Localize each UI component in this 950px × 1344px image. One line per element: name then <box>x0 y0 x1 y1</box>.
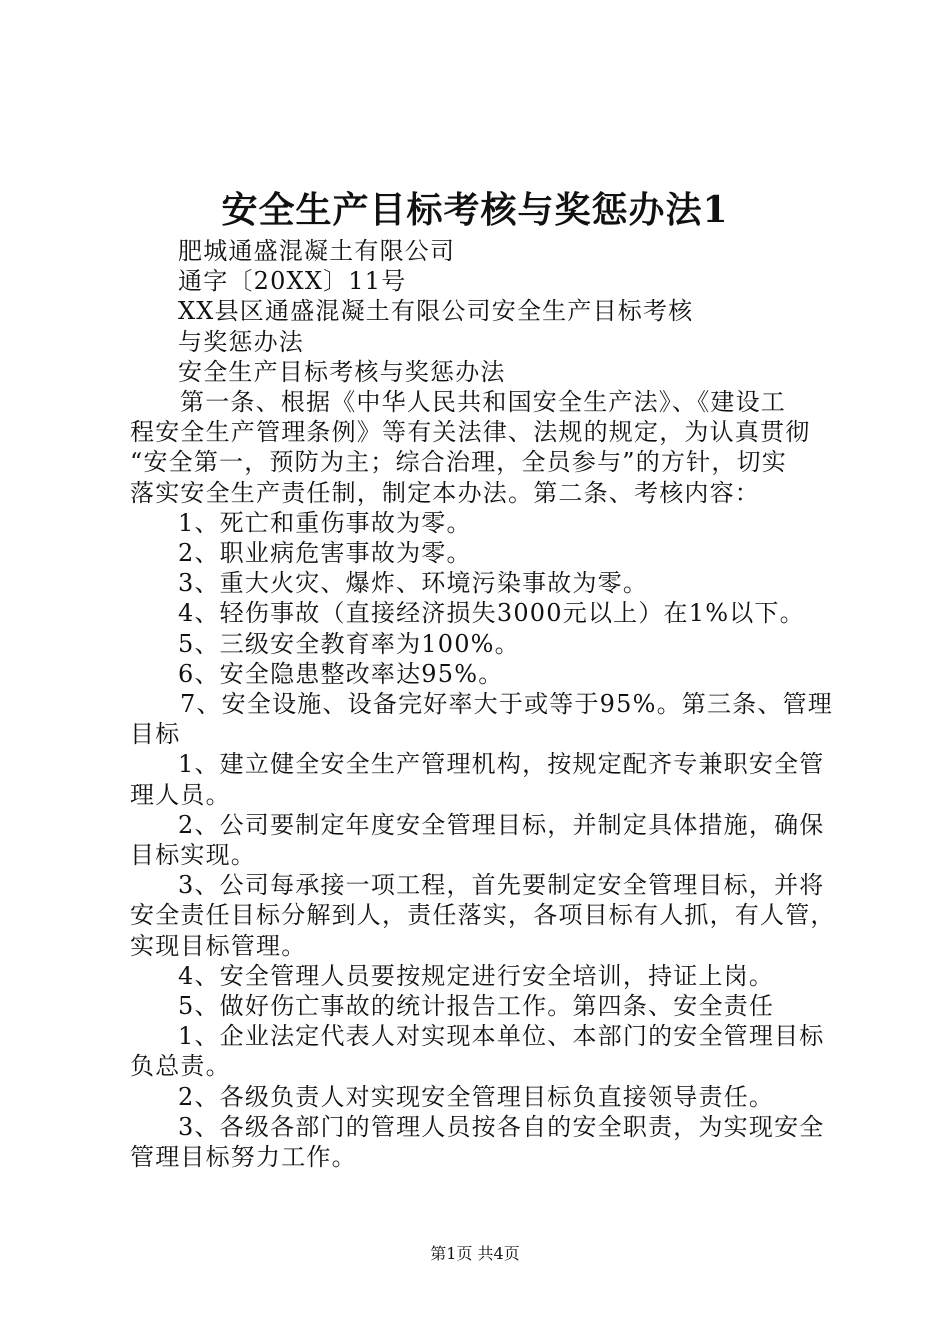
text-line: 通字〔20XX〕11号 <box>178 267 407 296</box>
text-line: 7、安全设施、设备完好率大于或等于95%。第三条、管理 <box>180 690 834 719</box>
text-line: 3、重大火灾、爆炸、环境污染事故为零。 <box>178 569 649 598</box>
text-line: 1、企业法定代表人对实现本单位、本部门的安全管理目标 <box>178 1022 825 1051</box>
text-line: 与奖惩办法 <box>178 327 304 356</box>
text-line: 目标实现。 <box>130 841 256 870</box>
text-line: 2、职业病危害事故为零。 <box>178 539 472 568</box>
text-line: 落实安全生产责任制，制定本办法。第二条、考核内容： <box>130 478 760 507</box>
text-line: 2、各级负责人对实现安全管理目标负直接领导责任。 <box>178 1082 775 1111</box>
text-line: 4、安全管理人员要按规定进行安全培训，持证上岗。 <box>178 961 775 990</box>
text-line: 5、做好伤亡事故的统计报告工作。第四条、安全责任 <box>178 992 775 1021</box>
text-line: “安全第一，预防为主；综合治理，全员参与”的方针，切实 <box>130 448 787 477</box>
text-line: 1、建立健全安全生产管理机构，按规定配齐专兼职安全管 <box>178 750 825 779</box>
document-title: 安全生产目标考核与奖惩办法1 <box>221 189 729 231</box>
text-line: 1、死亡和重伤事故为零。 <box>178 508 472 537</box>
text-line: 理人员。 <box>130 780 231 809</box>
text-line: 程安全生产管理条例》等有关法律、法规的规定，为认真贯彻 <box>130 418 811 447</box>
text-line: 3、公司每承接一项工程，首先要制定安全管理目标，并将 <box>178 871 825 900</box>
document-body <box>130 236 842 1172</box>
page-footer: 第1页 共4页 <box>430 1244 520 1263</box>
text-line: 6、安全隐患整改率达95%。 <box>178 659 504 688</box>
text-line: 安全生产目标考核与奖惩办法 <box>178 357 506 386</box>
text-line: 肥城通盛混凝土有限公司 <box>178 237 456 265</box>
text-line: 4、轻伤事故（直接经济损失3000元以上）在1%以下。 <box>178 599 805 628</box>
text-line: 安全责任目标分解到人，责任落实，各项目标有人抓，有人管， <box>130 901 836 930</box>
text-line: 目标 <box>130 720 181 749</box>
text-line: 实现目标管理。 <box>130 931 307 960</box>
text-line: 2、公司要制定年度安全管理目标，并制定具体措施，确保 <box>178 810 825 839</box>
text-line: 第一条、根据《中华人民共和国安全生产法》、《建设工 <box>180 388 786 417</box>
text-line: XX县区通盛混凝土有限公司安全生产目标考核 <box>178 297 694 326</box>
text-line: 管理目标努力工作。 <box>130 1143 357 1172</box>
text-line: 5、三级安全教育率为100%。 <box>178 629 520 658</box>
text-line: 负总责。 <box>130 1052 231 1081</box>
text-line: 3、各级各部门的管理人员按各自的安全职责，为实现安全 <box>178 1112 825 1141</box>
